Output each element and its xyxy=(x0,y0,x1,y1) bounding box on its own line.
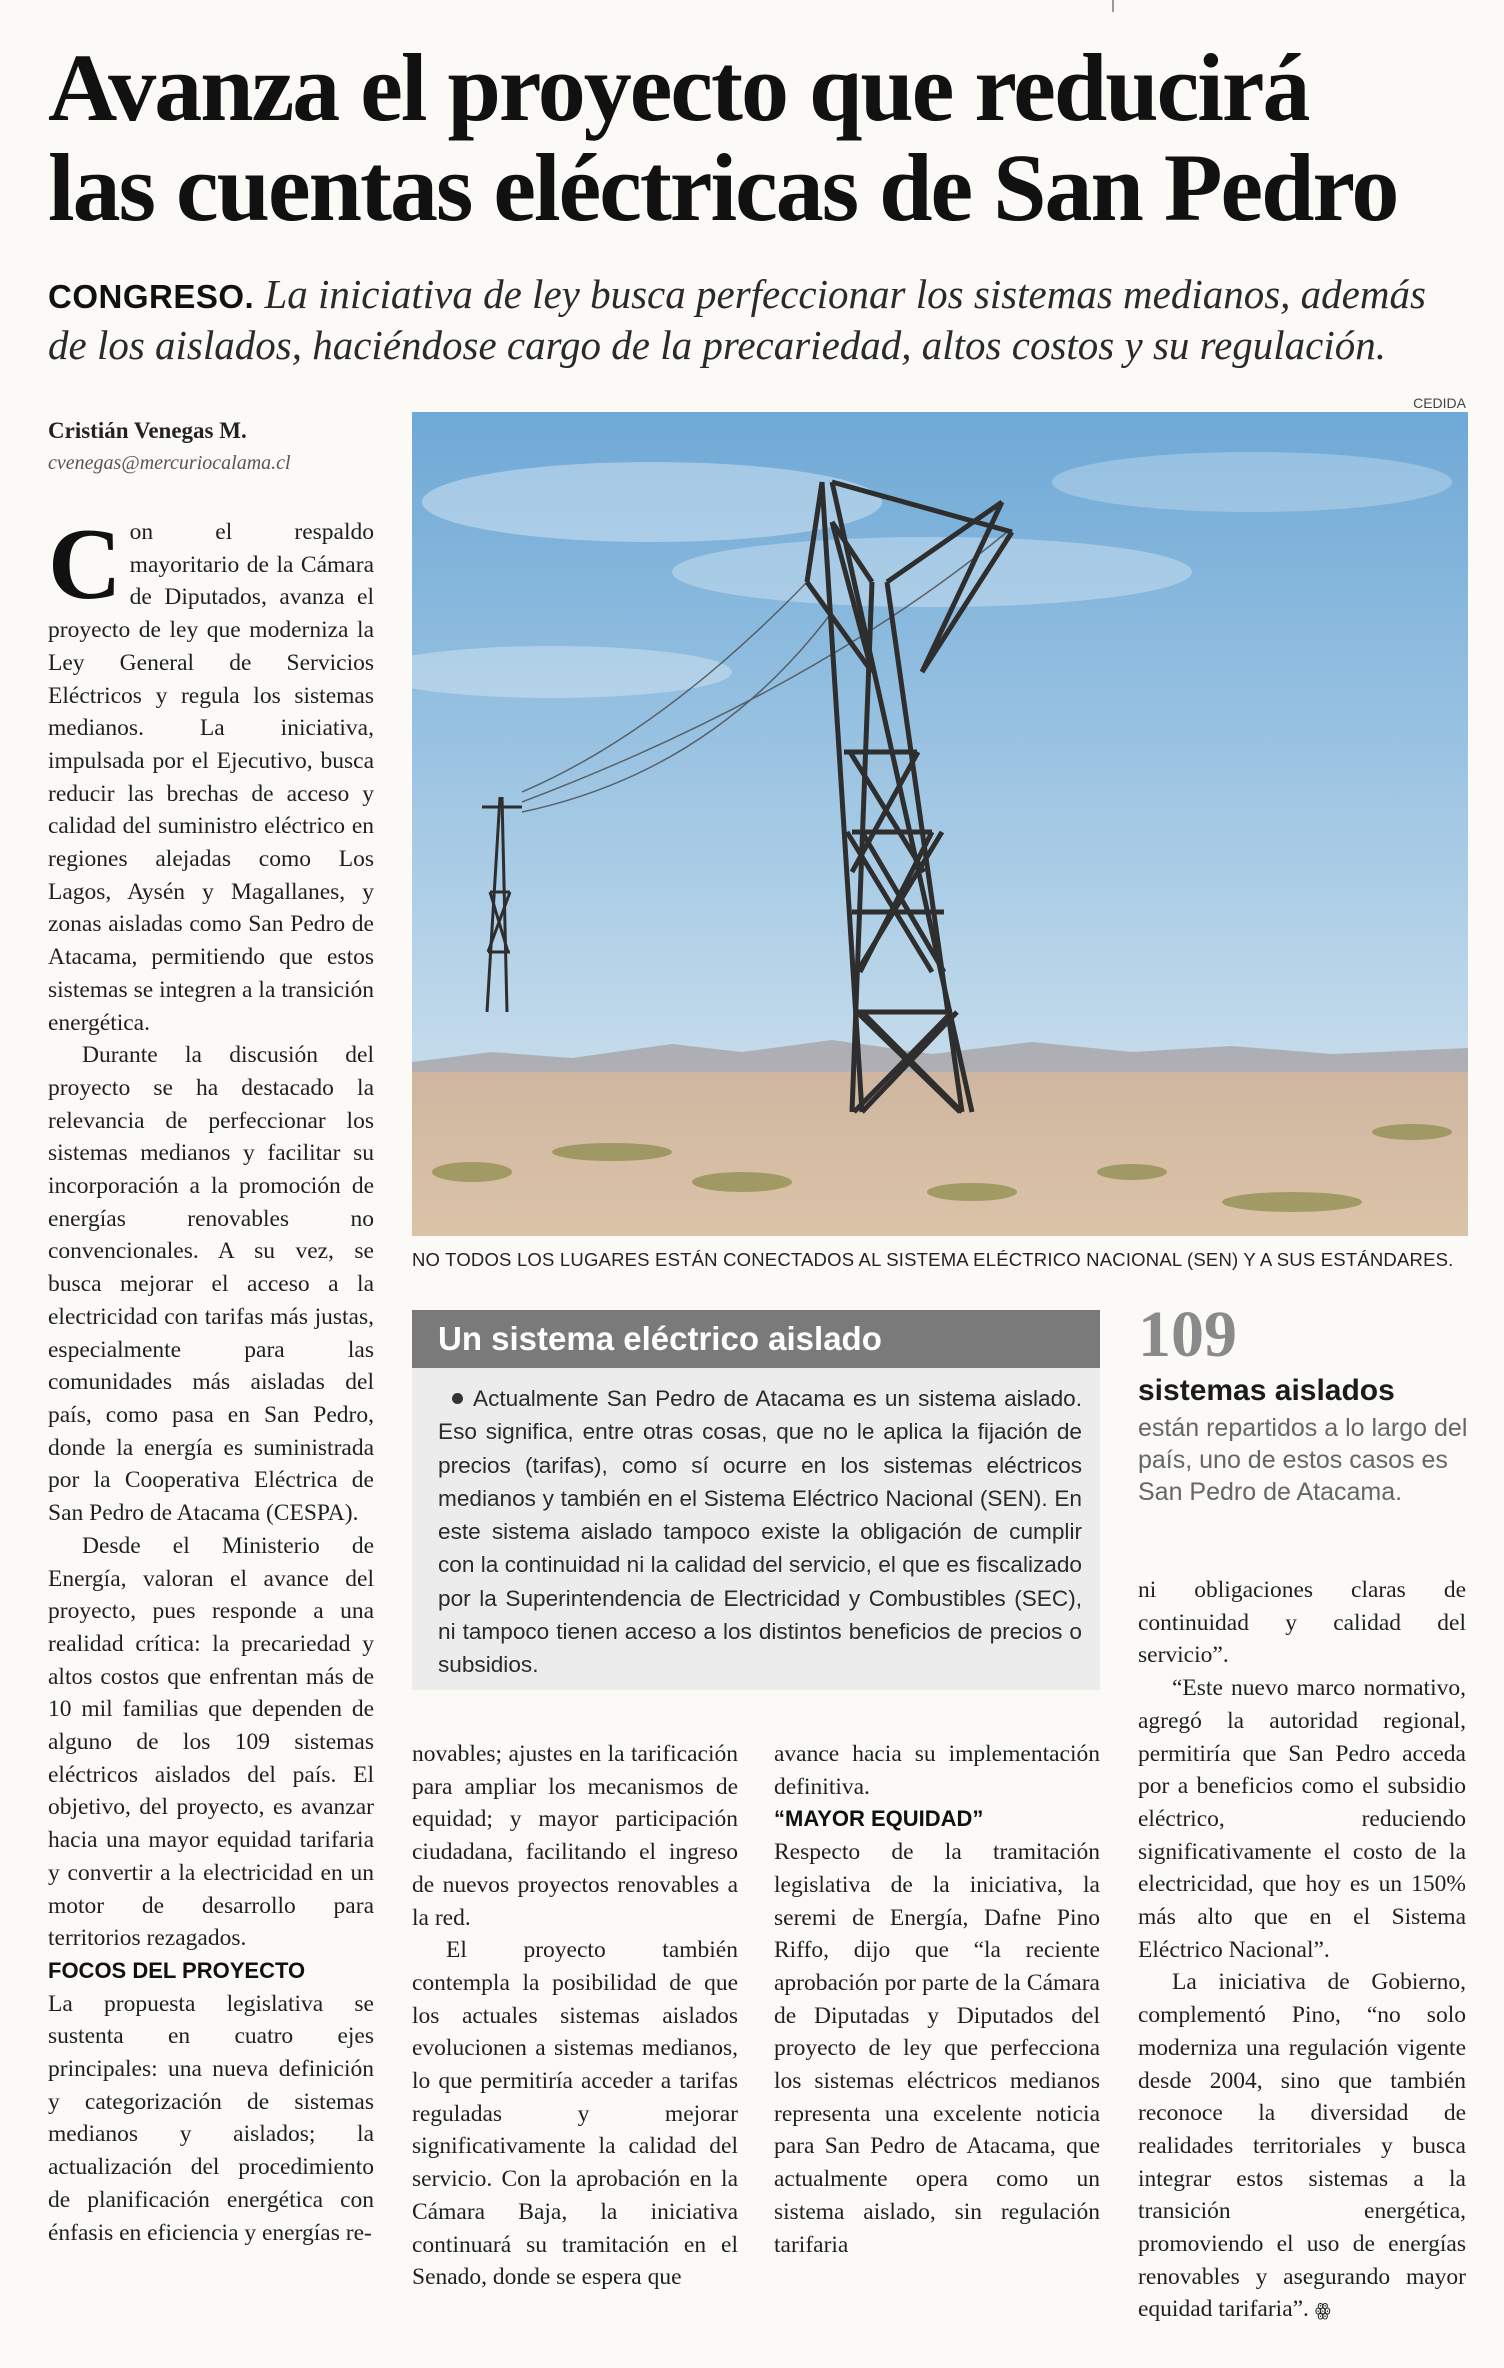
drop-cap: C xyxy=(48,508,122,621)
deck xyxy=(48,270,1468,370)
paragraph-1 xyxy=(48,508,374,1039)
paragraph-col4-1: ni obligaciones claras de continuidad y calidad del servicio”. xyxy=(1138,1577,1466,1669)
deck-text: La iniciativa de ley busca perfeccionar los sistemas medianos, además de los aislados, haciéndose cargo de la precariedad, altos costos y su regulación. xyxy=(48,271,1426,368)
page-divider-mark xyxy=(1112,0,1114,12)
paragraph-col3-2: Respecto de la tramitación legislativa de la iniciativa, la seremi de Energía, Dafne Pino Riffo, dijo que “la reciente aprobación por parte de la Cámara de Diputadas y Diputados del proyecto de ley que perfecciona los sistemas eléctricos medianos representa una excelente noticia para San Pedro de Atacama, que actualmente opera como un sistema aislado, sin regulación tarifaria xyxy=(774,1839,1100,2258)
photo-credit: CEDIDA xyxy=(1413,395,1466,411)
paragraph-col3-1: avance hacia su implementación definitiva. xyxy=(774,1741,1100,1800)
stat-label: sistemas aislados xyxy=(1138,1374,1395,1407)
stat-number: 109 xyxy=(1138,1298,1237,1371)
paragraph-col4-2: “Este nuevo marco normativo, agregó la autoridad regional, permitiría que San Pedro acceda por a beneficios como el subsidio eléctrico, reduciendo significativamente el costo de la electricidad, que hoy es un 150% más alto que en el Sistema Eléctrico Nacional”. xyxy=(1138,1675,1466,1963)
paragraph-1-text: on el respaldo mayoritario de la Cámara de Diputados, avanza el proyecto de ley que moderniza la Ley General de Servicios Eléctricos y regula los sistemas medianos. La iniciativa, impulsada por el Ejecutivo, busca reducir las brechas de acceso y calidad del suministro eléctrico en regiones alejadas como Los Lagos, Aysén y Magallanes, y zonas aisladas como San Pedro de Atacama, permitiendo que estos sistemas se integren a la transición energética. xyxy=(48,519,374,1036)
headline xyxy=(48,34,1468,241)
sidebar-title: Un sistema eléctrico aislado xyxy=(412,1310,1100,1368)
article-column-3 xyxy=(774,1738,1100,2261)
sidebar-text: Actualmente San Pedro de Atacama es un sistema aislado. Eso significa, entre otras cosas, que no le aplica la fijación de precios (tarifas), como sí ocurre en los sistemas eléctricos medianos y también en el Sistema Eléctrico Nacional (SEN). En este sistema aislado tampoco existe la obligación de cumplir con la continuidad ni la calidad del servicio, el que es fiscalizado por la Superintendencia de Electricidad y Combustibles (SEC), ni tampoco tienen acceso a los distintos beneficios de precios o subsidios. xyxy=(438,1386,1082,1678)
byline-author: Cristián Venegas M. xyxy=(48,418,247,443)
sidebar-box xyxy=(412,1310,1100,1690)
deck-kicker: CONGRESO. xyxy=(48,278,255,315)
end-mark-icon: ꙮ xyxy=(1314,2300,1331,2322)
headline-line-1: Avanza el proyecto que reducirá xyxy=(48,34,1309,141)
paragraph-3: Desde el Ministerio de Energía, valoran el avance del proyecto, pues responde a una realidad crítica: la precariedad y altos costos que enfrentan más de 10 mil familias que dependen de alguno de los 109 sistemas eléctricos aislados del país. El objetivo, del proyecto, es avanzar hacia una mayor equidad tarifaria y convertir a la electricidad en un motor de desarrollo para territorios rezagados. xyxy=(48,1532,374,1952)
bullet-icon xyxy=(452,1393,463,1404)
paragraph-col4-3 xyxy=(1138,1966,1466,2328)
section-subhead-equidad: “MAYOR EQUIDAD” xyxy=(774,1806,984,1832)
power-towers-desert-illustration xyxy=(412,412,1468,1236)
paragraph-2: Durante la discusión del proyecto se ha destacado la relevancia de perfeccionar los sistemas medianos y facilitar su incorporación a la promoción de energías renovables no convencionales. A su vez, se busca mejorar el acceso a la electricidad con tarifas más justas, especialmente para las comunidades más aisladas del país, como pasa en San Pedro, donde la energía es suministrada por la Cooperativa Eléctrica de San Pedro de Atacama (CESPA). xyxy=(48,1042,374,1527)
article-photo xyxy=(412,412,1468,1236)
article-column-1 xyxy=(48,508,374,2249)
article-column-2 xyxy=(412,1738,738,2294)
headline-line-2: las cuentas eléctricas de San Pedro xyxy=(48,134,1398,241)
article-column-4 xyxy=(1138,1574,1466,2328)
paragraph-col2-2: El proyecto también contempla la posibilidad de que los actuales sistemas aislados evolucionen a sistemas medianos, lo que permitiría acceder a tarifas reguladas y mejorar significativamente la calidad del servicio. Con la aprobación en la Cámara Baja, la iniciativa continuará su tramitación en el Senado, donde se espera que xyxy=(412,1937,738,2291)
sidebar-body xyxy=(438,1382,1082,1682)
stat-description: están repartidos a lo largo del país, uno de estos casos es San Pedro de Atacama. xyxy=(1138,1414,1468,1506)
paragraph-col2-1: novables; ajustes en la tarificación para ampliar los mecanismos de equidad; y mayor participación ciudadana, facilitando el ingreso de nuevos proyectos renovables a la red. xyxy=(412,1741,738,1931)
photo-caption: NO TODOS LOS LUGARES ESTÁN CONECTADOS AL SISTEMA ELÉCTRICO NACIONAL (SEN) Y A SUS ESTÁNDARES. xyxy=(412,1249,1454,1270)
section-subhead-focos: FOCOS DEL PROYECTO xyxy=(48,1957,306,1983)
byline-email: cvenegas@mercuriocalama.cl xyxy=(48,452,291,474)
paragraph-col4-3-text: La iniciativa de Gobierno, complementó Pino, “no solo moderniza una regulación vigente desde 2004, sino que también reconoce la diversidad de realidades territoriales y busca integrar estos sistemas a la transición energética, promoviendo el uso de energías renovables y asegurando mayor equidad tarifaria”. xyxy=(1138,1969,1466,2323)
paragraph-4: La propuesta legislativa se sustenta en cuatro ejes principales: una nueva definición y categorización de sistemas medianos y aislados; la actualización del procedimiento de planificación energética con énfasis en eficiencia y energías re- xyxy=(48,1990,374,2246)
